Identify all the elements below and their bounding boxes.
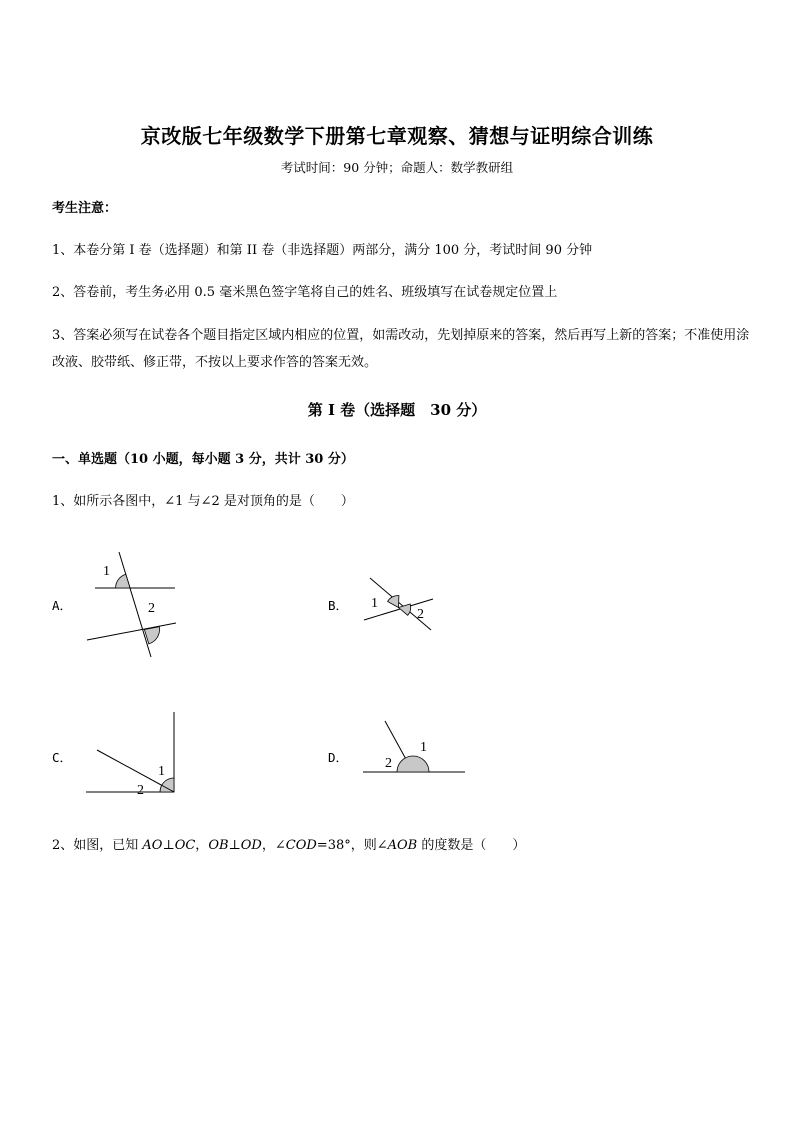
question-2-text: 2、如图，已知 AO⊥OC，OB⊥OD，∠COD=38°，则∠AOB 的度数是（ ） (52, 838, 526, 853)
option-a-label[interactable]: A． (52, 598, 73, 613)
notice-item-2: 2、答卷前，考生务必用 0.5 毫米黑色签字笔将自己的姓名、班级填写在试卷规定位置上 (52, 285, 558, 300)
figure-a-label-2: 2 (148, 601, 155, 616)
figure-d-angle-arc (397, 756, 429, 772)
figure-b-label-1: 1 (371, 596, 378, 611)
option-d-label[interactable]: D． (328, 750, 349, 765)
section-heading: 一、单选题（10 小题，每小题 3 分，共计 30 分） (52, 452, 354, 467)
figure-a-label-1: 1 (103, 564, 110, 579)
figure-c-label-1: 1 (158, 764, 165, 779)
notice-heading: 考生注意： (52, 201, 118, 216)
option-c-label[interactable]: C． (52, 750, 73, 765)
exam-info: 考试时间：90 分钟；命题人：数学教研组 (280, 160, 514, 175)
part1-title: 第 I 卷（选择题 30 分） (307, 401, 487, 419)
figure-c-label-2: 2 (137, 783, 144, 798)
question-1-text: 1、如所示各图中，∠1 与∠2 是对顶角的是（ ） (52, 494, 354, 509)
figure-d-label-2: 2 (385, 756, 392, 771)
notice-item-3: 3、答案必须写在试卷各个题目指定区域内相应的位置，如需改动，先划掉原来的答案，然后再写上新的答案；不准使用涂改液、胶带纸、修正带，不按以上要求作答的答案无效。 (52, 328, 750, 370)
figure-b-label-2: 2 (417, 607, 424, 622)
option-b-label[interactable]: B． (328, 598, 349, 613)
notice-item-1: 1、本卷分第 I 卷（选择题）和第 II 卷（非选择题）两部分，满分 100 分，考试时间 90 分钟 (52, 243, 593, 258)
figure-d-label-1: 1 (420, 740, 427, 755)
page-title: 京改版七年级数学下册第七章观察、猜想与证明综合训练 (140, 124, 654, 148)
